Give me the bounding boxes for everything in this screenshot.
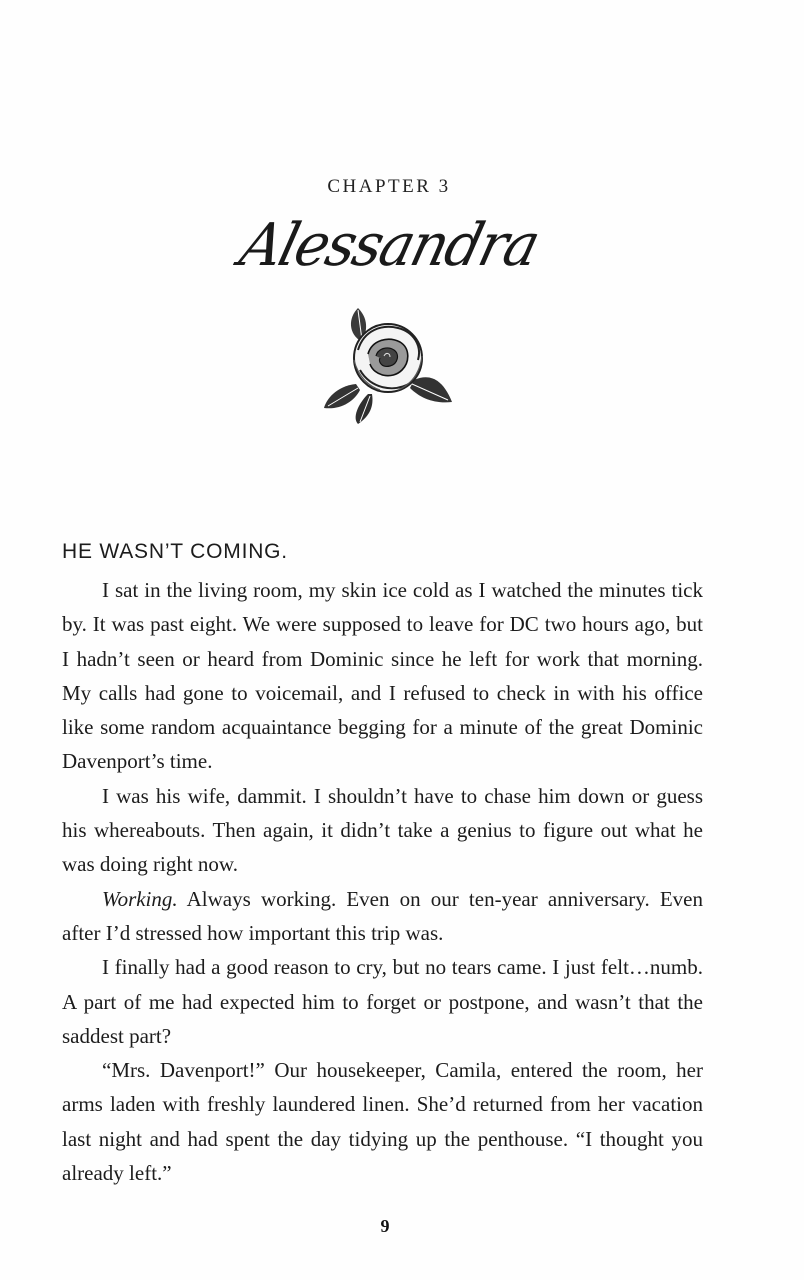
chapter-label: CHAPTER 3 [327,176,451,197]
chapter-body [62,573,703,1190]
paragraph-text: I finally had a good reason to cry, but no tears came. I just felt…numb. A part of me had expected him to forget or postpone, and wasn’t that the saddest part? [62,955,703,1048]
paragraph [62,573,703,779]
italic-lead: Working. [102,886,178,911]
paragraph-text: I sat in the living room, my skin ice cold as I watched the minutes tick by. It was past eight. We were supposed to leave for DC two hours ago, but I hadn’t seen or heard from Dominic since he left for work that morning. My calls had gone to voicemail, and I refused to check in with his office like some random acquaintance begging for a minute of the great Dominic Davenport’s time. [62,578,703,774]
paragraph [62,950,703,1053]
paragraph-text: Always working. Even on our ten-year anniversary. Even after I’d stressed how important this trip was. [62,886,703,945]
paragraph-text: “Mrs. Davenport!” Our housekeeper, Camila, entered the room, her arms laden with freshly laundered linen. She’d returned from her vacation last night and had spent the day tidying up the penthouse. “I thought you already left.” [62,1058,703,1186]
chapter-name-script: Alessandra [233,211,545,280]
opening-line: HE WASN’T COMING. [62,540,288,563]
paragraph [62,1053,703,1190]
paragraph [62,779,703,882]
paragraph [62,882,703,951]
rose-icon [318,300,458,430]
page-number: 9 [380,1216,390,1236]
paragraph-text: I was his wife, dammit. I shouldn’t have to chase him down or guess his whereabouts. Then again, it didn’t take a genius to figure out what he was doing right now. [62,783,703,877]
